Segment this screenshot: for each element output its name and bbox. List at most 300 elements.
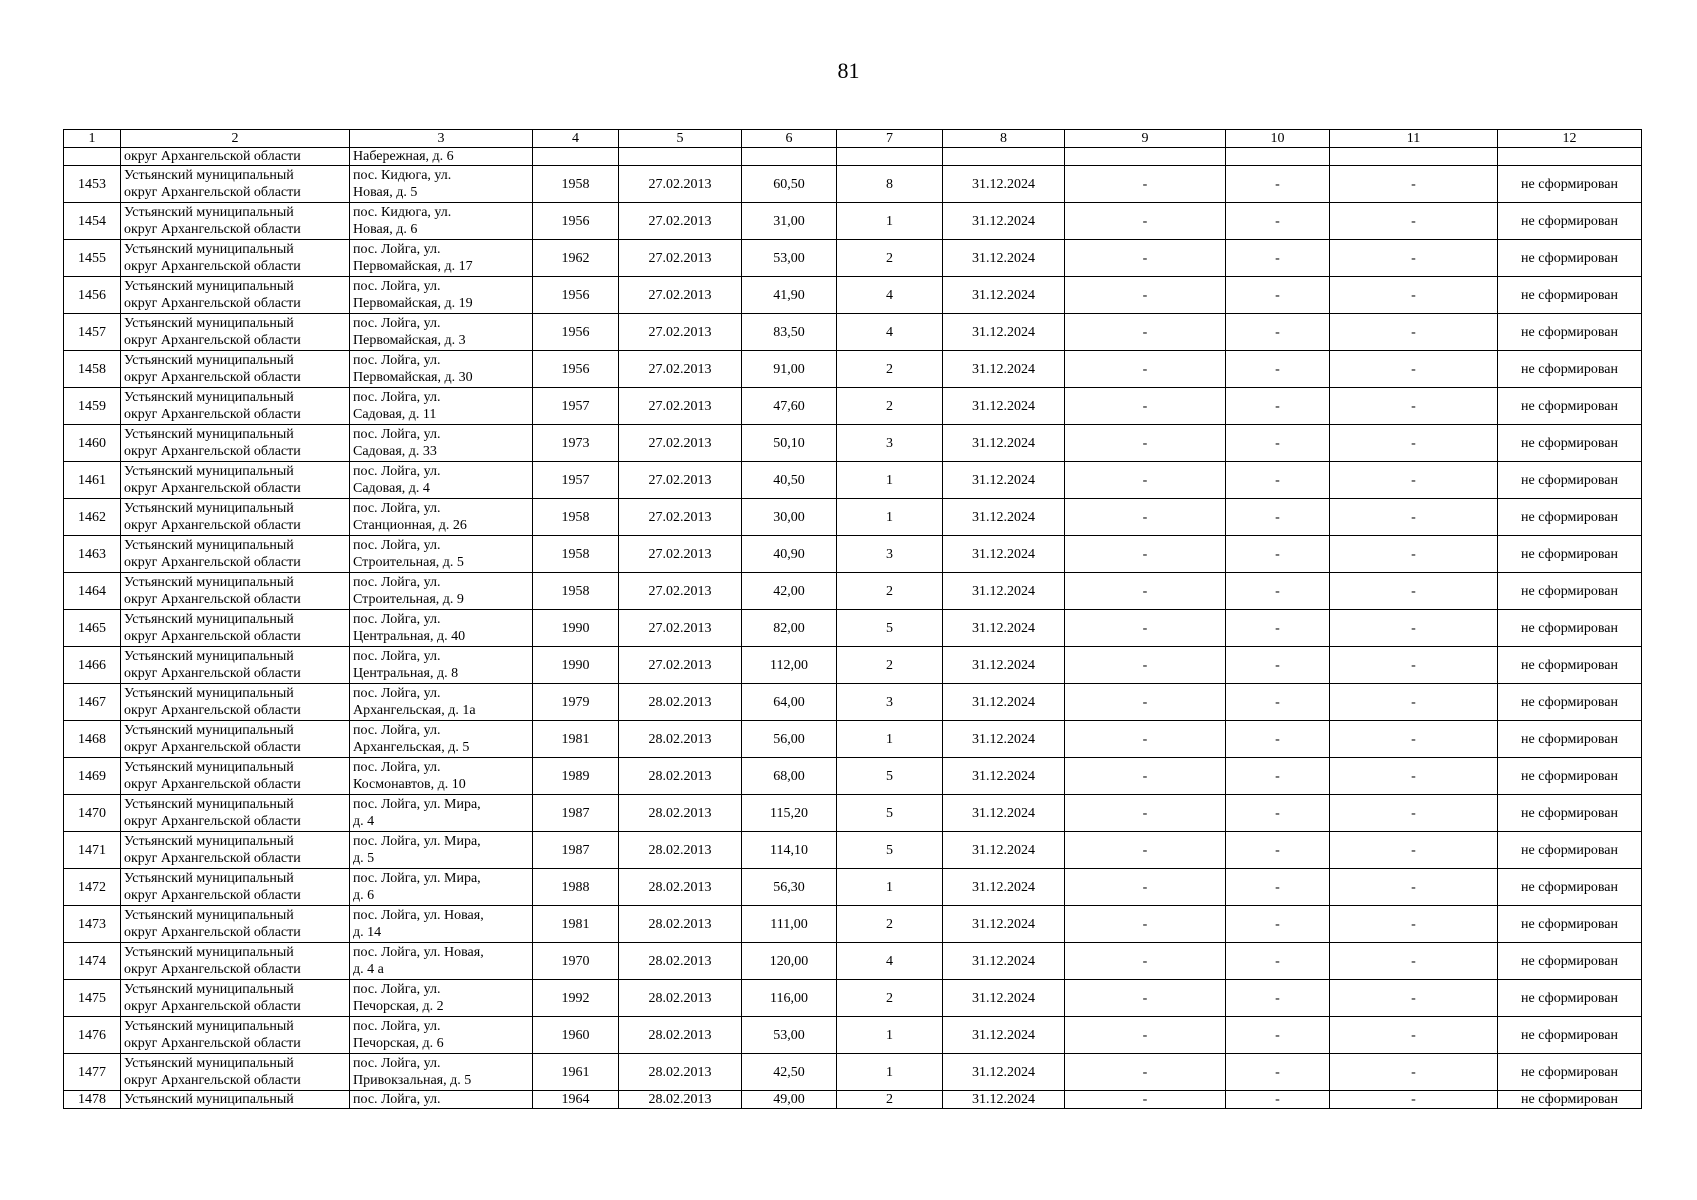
row-number-cell: 1470	[64, 795, 121, 832]
table-row	[64, 1054, 1642, 1091]
year-cell: 1981	[533, 721, 619, 758]
col11-cell: -	[1330, 832, 1498, 869]
year-cell: 1961	[533, 1054, 619, 1091]
row-number-cell: 1458	[64, 351, 121, 388]
address-cell: пос. Лойга, ул. Архангельская, д. 1а	[350, 684, 533, 721]
date-cell: 28.02.2013	[619, 1017, 742, 1054]
year-cell: 1958	[533, 499, 619, 536]
deadline-cell: 31.12.2024	[943, 832, 1065, 869]
col9-cell: -	[1065, 425, 1226, 462]
owner-cell: Устьянский муниципальный округ Архангельской области	[121, 832, 350, 869]
deadline-cell: 31.12.2024	[943, 684, 1065, 721]
col10-cell: -	[1226, 536, 1330, 573]
col11-cell: -	[1330, 758, 1498, 795]
col10-cell: -	[1226, 462, 1330, 499]
col11-cell: -	[1330, 314, 1498, 351]
deadline-cell: 31.12.2024	[943, 351, 1065, 388]
year-cell: 1964	[533, 1091, 619, 1109]
date-cell: 27.02.2013	[619, 610, 742, 647]
year-cell: 1958	[533, 573, 619, 610]
deadline-cell: 31.12.2024	[943, 1091, 1065, 1109]
owner-cell: Устьянский муниципальный округ Архангельской области	[121, 314, 350, 351]
year-cell: 1956	[533, 203, 619, 240]
count-cell: 2	[837, 1091, 943, 1109]
col11-cell: -	[1330, 943, 1498, 980]
status-cell: не сформирован	[1498, 425, 1642, 462]
col10-cell: -	[1226, 795, 1330, 832]
row-number-cell: 1467	[64, 684, 121, 721]
col9-cell: -	[1065, 203, 1226, 240]
count-cell: 2	[837, 906, 943, 943]
table-row	[64, 832, 1642, 869]
count-cell: 5	[837, 758, 943, 795]
column-header: 6	[742, 130, 837, 148]
col10-cell: -	[1226, 943, 1330, 980]
continuation-row	[64, 148, 1642, 166]
area-cell: 53,00	[742, 1017, 837, 1054]
row-number-cell: 1460	[64, 425, 121, 462]
status-cell: не сформирован	[1498, 203, 1642, 240]
table-row	[64, 869, 1642, 906]
address-cell: пос. Лойга, ул. Садовая, д. 4	[350, 462, 533, 499]
owner-cell: Устьянский муниципальный округ Архангельской области	[121, 351, 350, 388]
count-cell: 2	[837, 240, 943, 277]
status-cell: не сформирован	[1498, 980, 1642, 1017]
row-number-cell: 1456	[64, 277, 121, 314]
year-cell: 1958	[533, 536, 619, 573]
address-cell: пос. Лойга, ул. Станционная, д. 26	[350, 499, 533, 536]
deadline-cell: 31.12.2024	[943, 980, 1065, 1017]
col9-cell: -	[1065, 388, 1226, 425]
deadline-cell: 31.12.2024	[943, 647, 1065, 684]
address-cell: пос. Лойга, ул. Первомайская, д. 30	[350, 351, 533, 388]
col9-cell: -	[1065, 499, 1226, 536]
area-cell: 56,30	[742, 869, 837, 906]
col11-cell: -	[1330, 610, 1498, 647]
deadline-cell: 31.12.2024	[943, 425, 1065, 462]
page-number: 81	[837, 58, 860, 83]
date-cell: 28.02.2013	[619, 1091, 742, 1109]
column-header: 8	[943, 130, 1065, 148]
status-cell: не сформирован	[1498, 351, 1642, 388]
col10-cell: -	[1226, 721, 1330, 758]
col11-cell: -	[1330, 1091, 1498, 1109]
status-cell: не сформирован	[1498, 832, 1642, 869]
column-number-header-row	[64, 130, 1642, 148]
status-cell: не сформирован	[1498, 906, 1642, 943]
col10-cell: -	[1226, 1017, 1330, 1054]
status-cell: не сформирован	[1498, 1017, 1642, 1054]
count-cell: 1	[837, 1054, 943, 1091]
address-cell: пос. Лойга, ул. Мира, д. 4	[350, 795, 533, 832]
owner-cell: Устьянский муниципальный округ Архангельской области	[121, 388, 350, 425]
col11-cell: -	[1330, 684, 1498, 721]
date-cell: 27.02.2013	[619, 351, 742, 388]
date-cell: 28.02.2013	[619, 906, 742, 943]
area-cell: 56,00	[742, 721, 837, 758]
year-cell: 1957	[533, 462, 619, 499]
deadline-cell: 31.12.2024	[943, 869, 1065, 906]
col9-cell: -	[1065, 980, 1226, 1017]
date-cell: 28.02.2013	[619, 869, 742, 906]
date-cell: 27.02.2013	[619, 388, 742, 425]
year-cell: 1987	[533, 832, 619, 869]
col11-cell: -	[1330, 647, 1498, 684]
area-cell: 120,00	[742, 943, 837, 980]
status-cell: не сформирован	[1498, 166, 1642, 203]
col11-cell: -	[1330, 721, 1498, 758]
deadline-cell: 31.12.2024	[943, 240, 1065, 277]
status-cell: не сформирован	[1498, 462, 1642, 499]
table-row	[64, 906, 1642, 943]
status-cell: не сформирован	[1498, 1091, 1642, 1109]
col11-cell: -	[1330, 1054, 1498, 1091]
owner-cell: Устьянский муниципальный округ Архангельской области	[121, 240, 350, 277]
date-cell: 27.02.2013	[619, 203, 742, 240]
status-cell: не сформирован	[1498, 573, 1642, 610]
year-cell: 1956	[533, 351, 619, 388]
date-cell: 28.02.2013	[619, 943, 742, 980]
area-cell: 42,00	[742, 573, 837, 610]
col11-cell: -	[1330, 573, 1498, 610]
address-cell: пос. Лойга, ул. Печорская, д. 6	[350, 1017, 533, 1054]
deadline-cell: 31.12.2024	[943, 166, 1065, 203]
row-number-cell: 1457	[64, 314, 121, 351]
date-cell: 27.02.2013	[619, 240, 742, 277]
count-cell: 3	[837, 684, 943, 721]
owner-cell: Устьянский муниципальный округ Архангельской области	[121, 980, 350, 1017]
owner-cell: Устьянский муниципальный	[121, 1091, 350, 1109]
table-row	[64, 610, 1642, 647]
area-cell: 60,50	[742, 166, 837, 203]
address-cell: пос. Лойга, ул. Мира, д. 6	[350, 869, 533, 906]
col9-cell: -	[1065, 721, 1226, 758]
date-cell: 27.02.2013	[619, 277, 742, 314]
year-cell: 1981	[533, 906, 619, 943]
owner-cell: Устьянский муниципальный округ Архангельской области	[121, 610, 350, 647]
row-number-cell: 1474	[64, 943, 121, 980]
count-cell: 1	[837, 721, 943, 758]
row-number-cell: 1477	[64, 1054, 121, 1091]
count-cell: 1	[837, 1017, 943, 1054]
deadline-cell: 31.12.2024	[943, 1017, 1065, 1054]
col9-cell: -	[1065, 240, 1226, 277]
area-cell: 50,10	[742, 425, 837, 462]
status-cell: не сформирован	[1498, 499, 1642, 536]
date-cell: 27.02.2013	[619, 462, 742, 499]
row-number-cell: 1465	[64, 610, 121, 647]
status-cell: не сформирован	[1498, 277, 1642, 314]
deadline-cell: 31.12.2024	[943, 536, 1065, 573]
owner-cell: Устьянский муниципальный округ Архангельской области	[121, 536, 350, 573]
col9-cell: -	[1065, 1091, 1226, 1109]
year-cell: 1973	[533, 425, 619, 462]
row-number-cell: 1462	[64, 499, 121, 536]
date-cell: 28.02.2013	[619, 832, 742, 869]
owner-cell: Устьянский муниципальный округ Архангельской области	[121, 277, 350, 314]
table-row	[64, 795, 1642, 832]
owner-cell: Устьянский муниципальный округ Архангельской области	[121, 684, 350, 721]
column-header: 5	[619, 130, 742, 148]
year-cell: 1960	[533, 1017, 619, 1054]
col9-cell: -	[1065, 943, 1226, 980]
row-number-cell: 1459	[64, 388, 121, 425]
col11-cell: -	[1330, 388, 1498, 425]
count-cell: 4	[837, 943, 943, 980]
deadline-cell: 31.12.2024	[943, 499, 1065, 536]
registry-table	[63, 129, 1642, 1109]
row-number-cell: 1464	[64, 573, 121, 610]
table-row	[64, 536, 1642, 573]
address-cell: пос. Лойга, ул. Привокзальная, д. 5	[350, 1054, 533, 1091]
count-cell: 2	[837, 980, 943, 1017]
col11-cell: -	[1330, 277, 1498, 314]
row-number-cell: 1468	[64, 721, 121, 758]
column-header: 2	[121, 130, 350, 148]
col10-cell: -	[1226, 388, 1330, 425]
date-cell: 27.02.2013	[619, 536, 742, 573]
col9-cell: -	[1065, 758, 1226, 795]
owner-cell: Устьянский муниципальный округ Архангельской области	[121, 166, 350, 203]
year-cell: 1989	[533, 758, 619, 795]
area-cell: 68,00	[742, 758, 837, 795]
col10-cell: -	[1226, 610, 1330, 647]
address-cell: пос. Лойга, ул. Печорская, д. 2	[350, 980, 533, 1017]
deadline-cell: 31.12.2024	[943, 388, 1065, 425]
col9-cell: -	[1065, 610, 1226, 647]
row-number-cell: 1461	[64, 462, 121, 499]
date-cell: 28.02.2013	[619, 721, 742, 758]
count-cell: 4	[837, 277, 943, 314]
col11-cell: -	[1330, 351, 1498, 388]
status-cell: не сформирован	[1498, 314, 1642, 351]
count-cell: 2	[837, 351, 943, 388]
table-row	[64, 980, 1642, 1017]
status-cell: не сформирован	[1498, 684, 1642, 721]
table-row	[64, 1091, 1642, 1109]
status-cell: не сформирован	[1498, 795, 1642, 832]
address-cell: пос. Лойга, ул. Мира, д. 5	[350, 832, 533, 869]
year-cell: 1970	[533, 943, 619, 980]
address-cell: пос. Лойга, ул. Центральная, д. 40	[350, 610, 533, 647]
col11-cell: -	[1330, 240, 1498, 277]
table-row	[64, 573, 1642, 610]
table-row	[64, 1017, 1642, 1054]
column-header: 4	[533, 130, 619, 148]
deadline-cell: 31.12.2024	[943, 277, 1065, 314]
deadline-cell: 31.12.2024	[943, 795, 1065, 832]
col10-cell: -	[1226, 277, 1330, 314]
row-number-cell: 1463	[64, 536, 121, 573]
status-cell: не сформирован	[1498, 721, 1642, 758]
status-cell: не сформирован	[1498, 758, 1642, 795]
address-cell: пос. Кидюга, ул. Новая, д. 5	[350, 166, 533, 203]
col9-cell: -	[1065, 647, 1226, 684]
row-number-cell: 1475	[64, 980, 121, 1017]
count-cell: 1	[837, 499, 943, 536]
area-cell: 114,10	[742, 832, 837, 869]
count-cell: 5	[837, 610, 943, 647]
deadline-cell: 31.12.2024	[943, 462, 1065, 499]
address-cell: пос. Лойга, ул. Космонавтов, д. 10	[350, 758, 533, 795]
col9-cell: -	[1065, 314, 1226, 351]
col9-cell: -	[1065, 351, 1226, 388]
date-cell: 27.02.2013	[619, 499, 742, 536]
owner-cell: Устьянский муниципальный округ Архангельской области	[121, 647, 350, 684]
col11-cell: -	[1330, 869, 1498, 906]
deadline-cell: 31.12.2024	[943, 314, 1065, 351]
year-cell: 1988	[533, 869, 619, 906]
row-number-cell	[64, 148, 121, 166]
column-header: 3	[350, 130, 533, 148]
owner-cell: округ Архангельской области	[121, 148, 350, 166]
col11-cell: -	[1330, 166, 1498, 203]
col11-cell: -	[1330, 536, 1498, 573]
owner-cell: Устьянский муниципальный округ Архангельской области	[121, 721, 350, 758]
status-cell: не сформирован	[1498, 869, 1642, 906]
area-cell: 115,20	[742, 795, 837, 832]
address-cell: пос. Лойга, ул. Садовая, д. 33	[350, 425, 533, 462]
col10-cell: -	[1226, 499, 1330, 536]
col11-cell: -	[1330, 499, 1498, 536]
col11-cell: -	[1330, 1017, 1498, 1054]
count-cell: 3	[837, 536, 943, 573]
row-number-cell: 1469	[64, 758, 121, 795]
col10-cell: -	[1226, 758, 1330, 795]
table-row	[64, 314, 1642, 351]
year-cell: 1958	[533, 166, 619, 203]
row-number-cell: 1472	[64, 869, 121, 906]
table-row	[64, 351, 1642, 388]
table-row	[64, 425, 1642, 462]
status-cell: не сформирован	[1498, 240, 1642, 277]
date-cell: 27.02.2013	[619, 166, 742, 203]
deadline-cell: 31.12.2024	[943, 203, 1065, 240]
col9-cell: -	[1065, 1054, 1226, 1091]
col10-cell: -	[1226, 1054, 1330, 1091]
col10-cell: -	[1226, 240, 1330, 277]
date-cell: 28.02.2013	[619, 795, 742, 832]
year-cell: 1990	[533, 610, 619, 647]
table-row	[64, 684, 1642, 721]
count-cell: 4	[837, 314, 943, 351]
col11-cell: -	[1330, 203, 1498, 240]
owner-cell: Устьянский муниципальный округ Архангельской области	[121, 906, 350, 943]
row-number-cell: 1476	[64, 1017, 121, 1054]
table-row	[64, 388, 1642, 425]
date-cell: 27.02.2013	[619, 314, 742, 351]
col9-cell: -	[1065, 277, 1226, 314]
address-cell: пос. Лойга, ул. Первомайская, д. 17	[350, 240, 533, 277]
year-cell: 1979	[533, 684, 619, 721]
address-cell: пос. Лойга, ул. Новая, д. 14	[350, 906, 533, 943]
owner-cell: Устьянский муниципальный округ Архангельской области	[121, 462, 350, 499]
table-row	[64, 758, 1642, 795]
col9-cell: -	[1065, 536, 1226, 573]
col10-cell: -	[1226, 647, 1330, 684]
year-cell: 1992	[533, 980, 619, 1017]
deadline-cell: 31.12.2024	[943, 758, 1065, 795]
count-cell: 3	[837, 425, 943, 462]
column-header: 7	[837, 130, 943, 148]
status-cell: не сформирован	[1498, 610, 1642, 647]
col10-cell: -	[1226, 1091, 1330, 1109]
area-cell: 82,00	[742, 610, 837, 647]
deadline-cell: 31.12.2024	[943, 943, 1065, 980]
area-cell: 47,60	[742, 388, 837, 425]
owner-cell: Устьянский муниципальный округ Архангельской области	[121, 869, 350, 906]
status-cell: не сформирован	[1498, 388, 1642, 425]
status-cell: не сформирован	[1498, 536, 1642, 573]
area-cell: 40,50	[742, 462, 837, 499]
status-cell: не сформирован	[1498, 647, 1642, 684]
col10-cell: -	[1226, 425, 1330, 462]
table-row	[64, 166, 1642, 203]
col11-cell: -	[1330, 980, 1498, 1017]
col11-cell: -	[1330, 795, 1498, 832]
year-cell: 1957	[533, 388, 619, 425]
col9-cell: -	[1065, 684, 1226, 721]
area-cell: 31,00	[742, 203, 837, 240]
owner-cell: Устьянский муниципальный округ Архангельской области	[121, 795, 350, 832]
row-number-cell: 1471	[64, 832, 121, 869]
address-cell: пос. Лойга, ул. Садовая, д. 11	[350, 388, 533, 425]
status-cell: не сформирован	[1498, 943, 1642, 980]
col11-cell: -	[1330, 462, 1498, 499]
count-cell: 2	[837, 573, 943, 610]
year-cell: 1956	[533, 277, 619, 314]
col10-cell: -	[1226, 684, 1330, 721]
owner-cell: Устьянский муниципальный округ Архангельской области	[121, 943, 350, 980]
address-cell: пос. Лойга, ул. Центральная, д. 8	[350, 647, 533, 684]
table-row	[64, 462, 1642, 499]
deadline-cell: 31.12.2024	[943, 610, 1065, 647]
row-number-cell: 1466	[64, 647, 121, 684]
area-cell: 64,00	[742, 684, 837, 721]
col11-cell: -	[1330, 906, 1498, 943]
date-cell: 28.02.2013	[619, 980, 742, 1017]
count-cell: 1	[837, 203, 943, 240]
owner-cell: Устьянский муниципальный округ Архангельской области	[121, 203, 350, 240]
col10-cell: -	[1226, 203, 1330, 240]
count-cell: 2	[837, 388, 943, 425]
count-cell: 8	[837, 166, 943, 203]
count-cell: 5	[837, 832, 943, 869]
count-cell: 1	[837, 869, 943, 906]
status-cell: не сформирован	[1498, 1054, 1642, 1091]
area-cell: 41,90	[742, 277, 837, 314]
area-cell: 111,00	[742, 906, 837, 943]
date-cell: 28.02.2013	[619, 1054, 742, 1091]
date-cell: 27.02.2013	[619, 647, 742, 684]
col10-cell: -	[1226, 832, 1330, 869]
table-row	[64, 721, 1642, 758]
col9-cell: -	[1065, 1017, 1226, 1054]
address-cell: пос. Лойга, ул.	[350, 1091, 533, 1109]
column-header: 11	[1330, 130, 1498, 148]
col10-cell: -	[1226, 314, 1330, 351]
owner-cell: Устьянский муниципальный округ Архангельской области	[121, 573, 350, 610]
owner-cell: Устьянский муниципальный округ Архангельской области	[121, 758, 350, 795]
col9-cell: -	[1065, 795, 1226, 832]
address-cell: пос. Лойга, ул. Строительная, д. 9	[350, 573, 533, 610]
col10-cell: -	[1226, 906, 1330, 943]
area-cell: 83,50	[742, 314, 837, 351]
year-cell: 1962	[533, 240, 619, 277]
row-number-cell: 1473	[64, 906, 121, 943]
count-cell: 1	[837, 462, 943, 499]
area-cell: 91,00	[742, 351, 837, 388]
